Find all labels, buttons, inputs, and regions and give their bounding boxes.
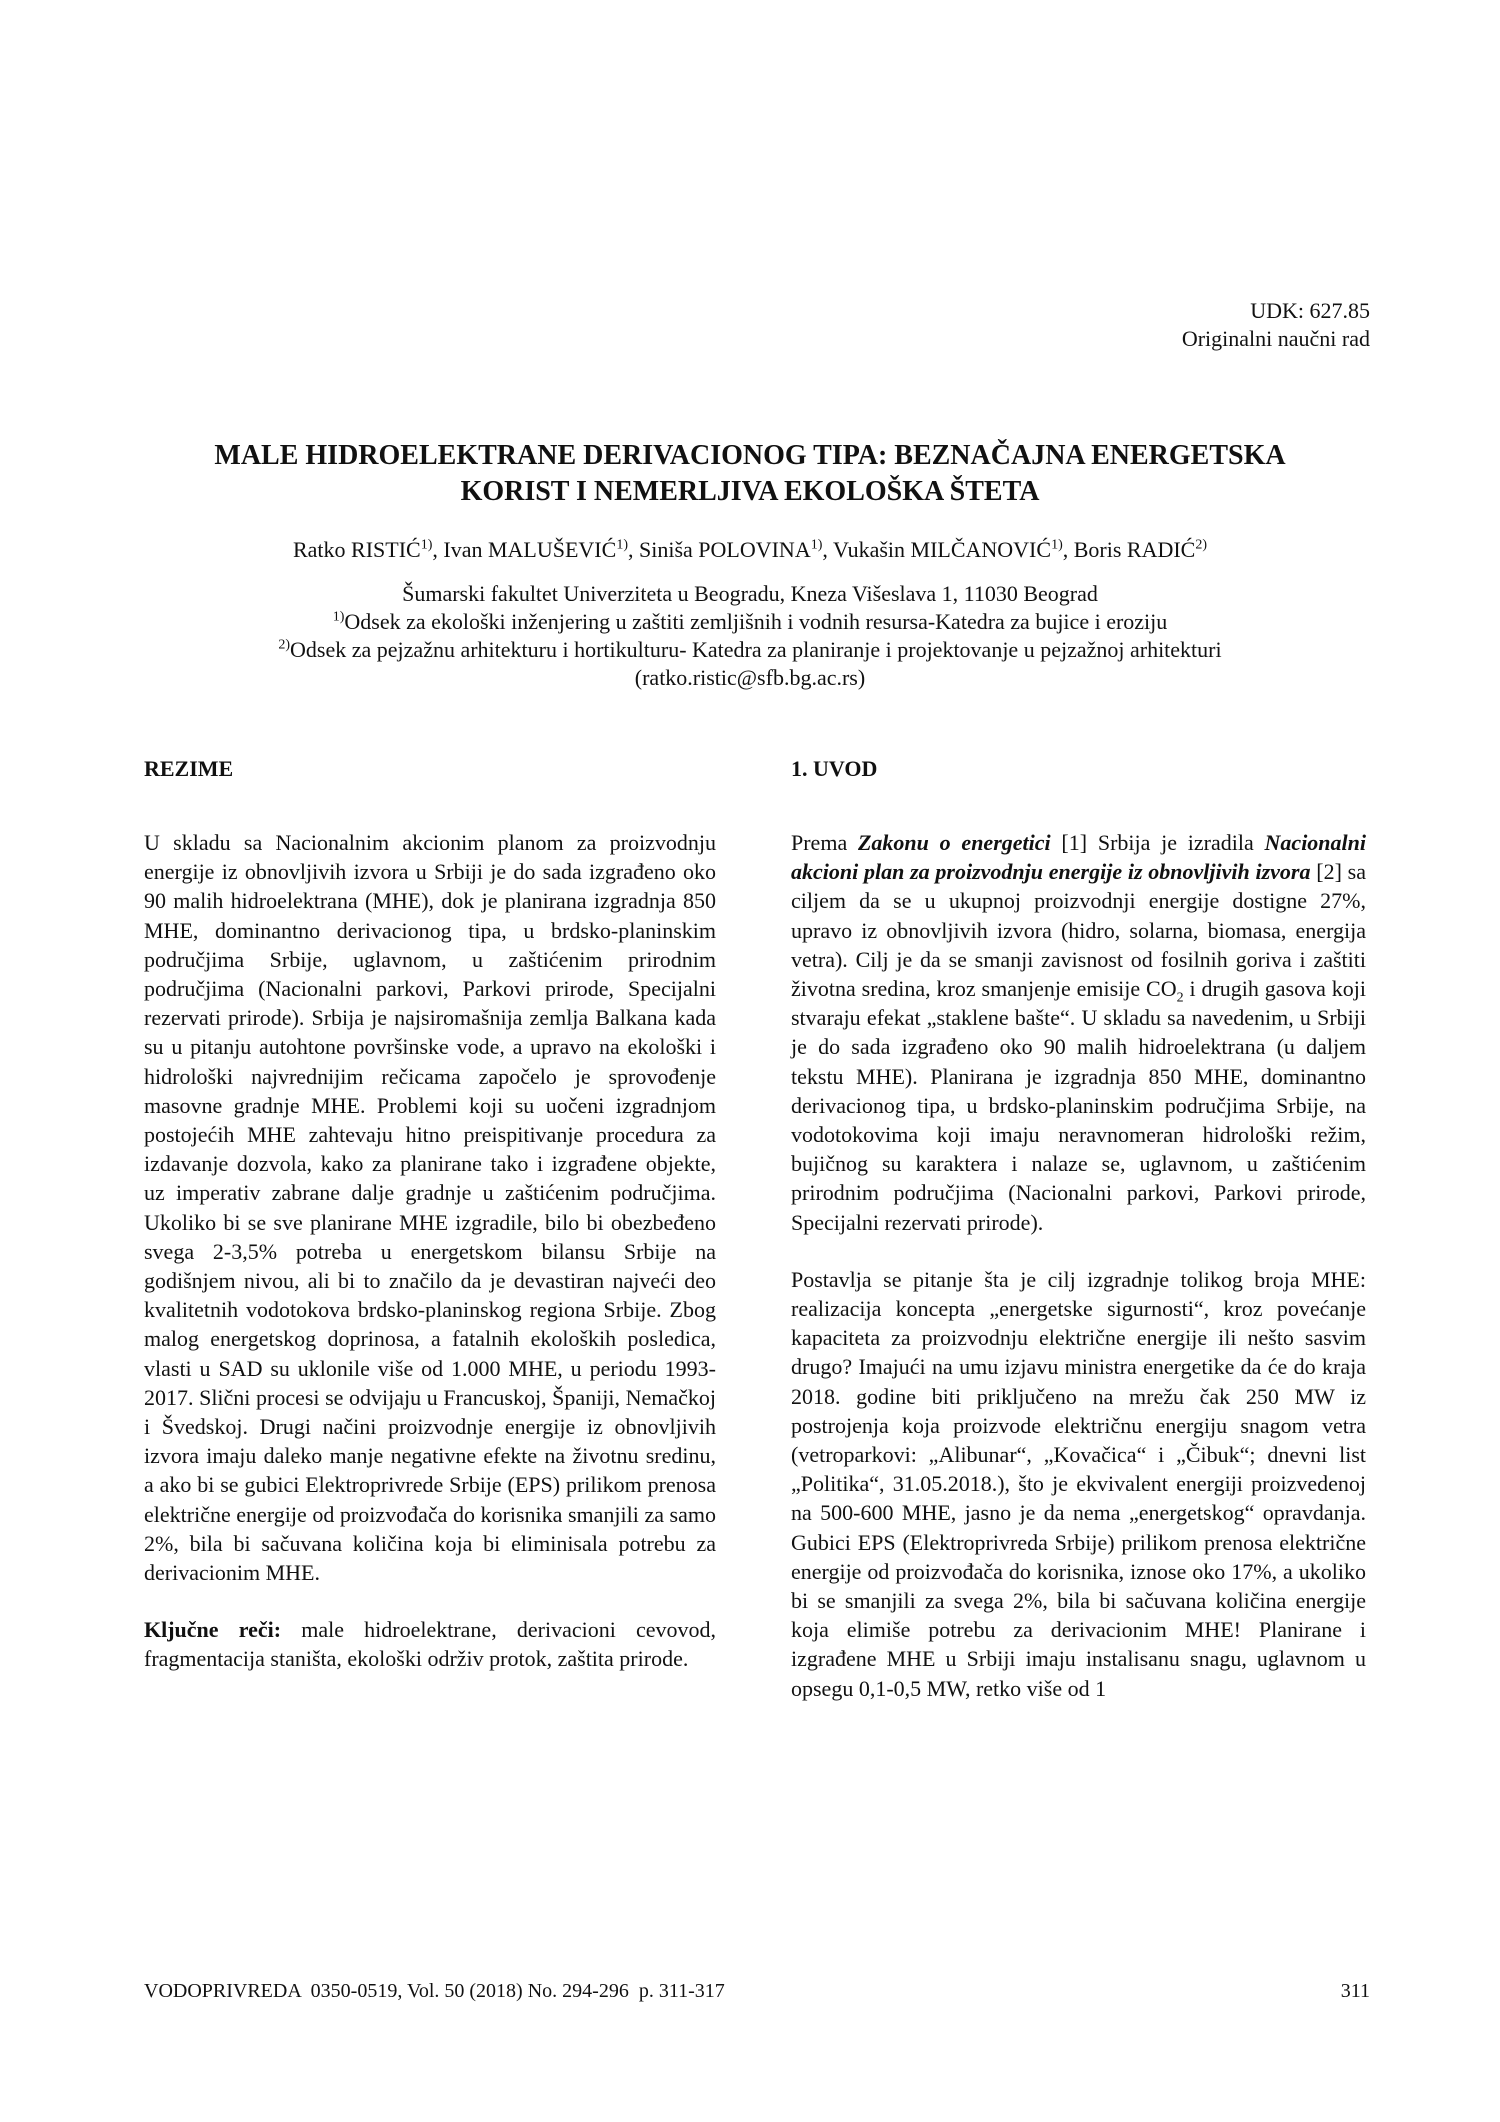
- institution: Šumarski fakultet Univerziteta u Beogradu, Kneza Višeslava 1, 11030 Beograd: [402, 581, 1098, 606]
- keywords: [144, 1615, 716, 1673]
- author-affil-mark: 1): [420, 537, 433, 553]
- title-line-1: MALE HIDROELEKTRANE DERIVACIONOG TIPA: BEZNAČAJNA ENERGETSKA: [214, 440, 1286, 471]
- intro-paragraph-1: Prema Zakonu o energetici [1] Srbija je izradila Nacionalni akcioni plan za proizvodnju energije iz obnovljivih izvora [2] sa ciljem da se u ukupnoj proizvodnji energije dostigne 27%, upravo iz obnovljivih izvora (hidro, solarna, biomasa, energija vetra). Cilj je da se smanji zavisnost od fosilnih goriva i zaštiti životna sredina, kroz smanjenje emisije $CO_2$ i drugih gasova koji stvaraju efekat „staklene bašte“. U skladu sa navedenim, u Srbiji je do sada izgrađeno oko 90 malih hidroelektrana (u daljem tekstu MHE). Planirana je izgradnja 850 MHE, dominantno derivacionog tipa, u brdsko-planinskim područjima Srbije, na vodotokovima koji imaju neravnomeran hidrološki režim, bujičnog su karaktera i nalaze se, uglavnom, u zaštićenim prirodnim područjima (Nacionalni parkovi, Parkovi prirode, Specijalni rezervati prirode).: [791, 830, 1367, 1235]
- page-number: 311: [1340, 1980, 1370, 2002]
- document-meta: [1182, 297, 1370, 353]
- keywords-text: male hidroelektrane, derivacioni cevovod, fragmentacija staništa, ekološki održiv protok, zaštita prirode.: [144, 1617, 717, 1672]
- author-affil-mark: 2): [1195, 537, 1208, 553]
- law-reference: Zakonu o energetici: [857, 830, 1051, 855]
- intro-column: [791, 754, 1366, 1731]
- department-2: $^{2)}$Odsek za pejzažnu arhitekturu i hortikulturu- Katedra za planiranje i projektovanje u pejzažnoj arhitekturi: [278, 637, 1222, 662]
- intro-heading: 1. UVOD: [791, 756, 878, 781]
- author-name: Siniša POLOVINA: [638, 537, 811, 562]
- contact-email[interactable]: (ratko.ristic@sfb.bg.ac.rs): [634, 665, 866, 690]
- dept-2-mark: 2): [278, 637, 291, 653]
- paper-title: [0, 438, 1500, 510]
- author-name: Boris RADIĆ: [1073, 537, 1196, 562]
- author-affil-mark: 1): [616, 537, 628, 553]
- affiliations: [0, 580, 1500, 692]
- department-1: $^{1)}$Odsek za ekološki inženjering u zaštiti zemljišnih i vodnih resursa-Katedra za bujice i eroziju: [332, 609, 1168, 634]
- author-affil-mark: 1): [810, 537, 823, 553]
- dept-1-mark: 1): [332, 609, 345, 625]
- author-name: Ratko RISTIĆ: [292, 537, 421, 562]
- title-line-2: KORIST I NEMERLJIVA EKOLOŠKA ŠTETA: [460, 476, 1040, 507]
- plan-reference: Nacionalni akcioni plan za proizvodnju energije iz obnovljivih izvora: [791, 830, 1367, 885]
- abstract-text: U skladu sa Nacionalnim akcionim planom za proizvodnju energije iz obnovljivih izvora u Srbiji je do sada izgrađeno oko 90 malih hidroelektrana (MHE), dok je planirana izgradnja 850 MHE, dominantno derivacionog tipa, u brdsko-planinskim područjima Srbije, uglavnom, u zaštićenim prirodnim područjima (Nacionalni parkovi, Parkovi prirode, Specijalni rezervati prirode). Srbija je najsiromašnija zemlja Balkana kada su u pitanju autohtone površinske vode, a upravo na ekološki i hidrološki najvrednijim rečicama započelo je sprovođenje masovne gradnje MHE. Problemi koji su uočeni izgradnjom postojećih MHE zahtevaju hitno preispitivanje procedura za izdavanje dozvola, kako za planirane tako i izgrađene objekte, uz imperativ zabrane dalje gradnje u zaštićenim područjima. Ukoliko bi se sve planirane MHE izgradile, bilo bi obezbeđeno svega 2-3,5% potreba u energetskom bilansu Srbije na godišnjem nivou, ali bi to značilo da je devastiran najveći deo kvalitetnih vodotokova brdsko-planinskog regiona Srbije. Zbog malog energetskog doprinosa, a fatalnih ekoloških posledica, vlasti u SAD su uklonile više od 1.000 MHE, u periodu 1993-2017. Slični procesi se odvijaju u Francuskoj, Španiji, Nemačkoj i Švedskoj. Drugi načini proizvodnje energije iz obnovljivih izvora imaju daleko manje negativne efekte na životnu sredinu, a ako bi se gubici Elektroprivrede Srbije (EPS) prilikom prenosa električne energije od proizvođača do korisnika smanjili za samo 2%, bila bi sačuvana količina koja bi eliminisala potrebu za derivacionim MHE.: [144, 830, 716, 1586]
- paper-type: Originalni naučni rad: [1181, 326, 1370, 351]
- author-affil-mark: 1): [1051, 537, 1063, 553]
- author-list: Ratko RISTIĆ$^{1)}$, Ivan MALUŠEVIĆ$^{1)}$, Siniša POLOVINA$^{1)}$, Vukašin MILČANOVIĆ$^{1)}$, Boris RADIĆ$^{2)}$: [292, 537, 1208, 562]
- author-name: Vukašin MILČANOVIĆ: [833, 537, 1052, 562]
- keywords-label: Ključne reči:: [144, 1617, 282, 1643]
- intro-paragraph-2: Postavlja se pitanje šta je cilj izgradnje tolikog broja MHE: realizacija koncepta „energetske sigurnosti“, kroz povećanje kapaciteta za proizvodnju električne energije ili nešto sasvim drugo? Imajući na umu izjavu ministra energetike da će do kraja 2018. godine biti priključeno na mrežu čak 250 MW iz postrojenja koja proizvode električnu energiju snagom vetra (vetroparkovi: „Alibunar“, „Kovačica“ i „Čibuk“; dnevni list „Politika“, 31.05.2018.), što je ekvivalent energiji proizvedenoj na 500-600 MHE, jasno je da nema „energetskog“ opravdanja. Gubici EPS (Elektroprivreda Srbije) prilikom prenosa električne energije od proizvođača do korisnika, iznose oko 17%, a ukoliko bi se smanjili za svega 2%, bila bi sačuvana količina energije koja elimiše potrebu za derivacionim MHE! Planirane i izgrađene MHE u Srbiji imaju instalisanu snagu, uglavnom u opsegu 0,1-0,5 MW, retko više od 1: [791, 1266, 1366, 1701]
- author-name: Ivan MALUŠEVIĆ: [443, 537, 617, 562]
- abstract-heading: REZIME: [144, 756, 234, 781]
- udk-code: UDK: 627.85: [1250, 298, 1370, 323]
- journal-citation: VODOPRIVREDA 0350-0519, Vol. 50 (2018) No. 294-296 p. 311-317: [144, 1980, 725, 2002]
- abstract-column: [144, 754, 716, 1702]
